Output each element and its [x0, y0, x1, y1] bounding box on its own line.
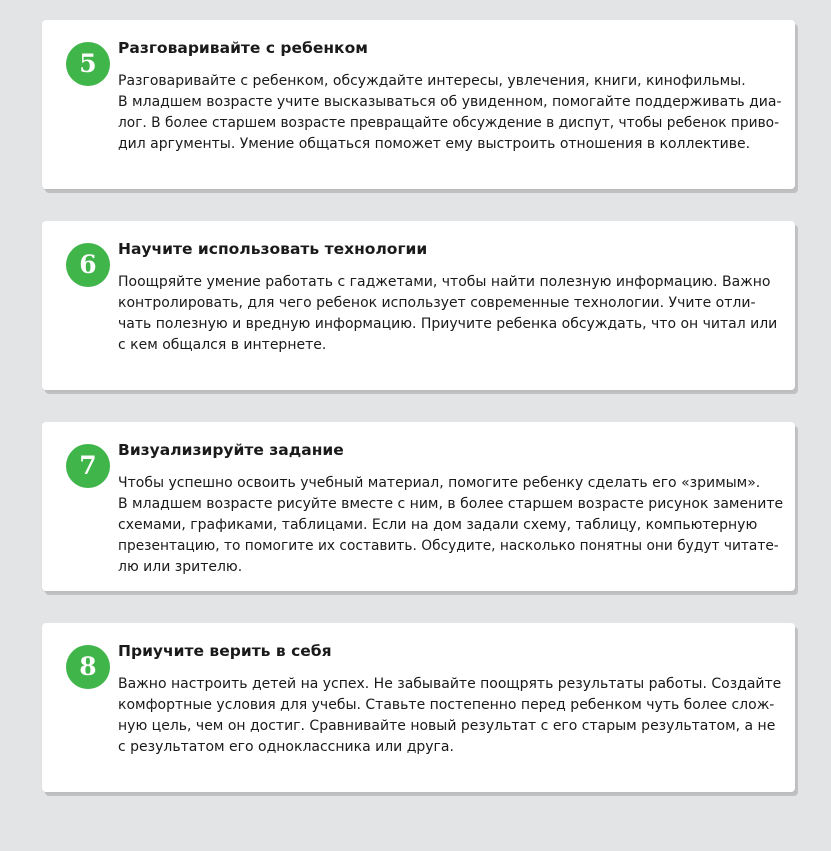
number-badge: 6 [66, 243, 110, 287]
tip-card-7 [42, 422, 795, 591]
tip-body-line: презентацию, то помогите их составить. Обсудите, насколько понятны они будут читате- [118, 538, 779, 554]
number-badge: 5 [66, 42, 110, 86]
tip-body-line: Разговаривайте с ребенком, обсуждайте интересы, увлечения, книги, кинофильмы. [118, 73, 746, 89]
tip-body-line: с кем общался в интернете. [118, 337, 327, 353]
tip-card-6 [42, 221, 795, 390]
tip-body-line: чать полезную и вредную информацию. Приучите ребенка обсуждать, что он читал или [118, 316, 778, 332]
tip-title: Визуализируйте задание [118, 441, 344, 459]
tip-body-line: В младшем возрасте рисуйте вместе с ним, в более старшем возрасте рисунок замените [118, 496, 784, 512]
tip-body [118, 71, 788, 155]
tip-card-8 [42, 623, 795, 792]
tip-body-line: с результатом его одноклассника или друга. [118, 739, 454, 755]
number-badge: 7 [66, 444, 110, 488]
tip-body-line: лю или зрителю. [118, 559, 243, 575]
tip-body [118, 473, 788, 578]
tip-body-line: контролировать, для чего ребенок использует современные технологии. Учите отли- [118, 295, 756, 311]
tip-body-line: дил аргументы. Умение общаться поможет ему выстроить отношения в коллективе. [118, 136, 751, 152]
tip-body [118, 674, 788, 758]
tip-body-line: Поощряйте умение работать с гаджетами, чтобы найти полезную информацию. Важно [118, 274, 771, 290]
number-badge: 8 [66, 645, 110, 689]
tip-card-5 [42, 20, 795, 189]
tip-body-line: схемами, графиками, таблицами. Если на дом задали схему, таблицу, компьютерную [118, 517, 758, 533]
tip-body-line: Важно настроить детей на успех. Не забывайте поощрять результаты работы. Создайте [118, 676, 782, 692]
tip-title: Научите использовать технологии [118, 240, 428, 258]
tip-body-line: В младшем возрасте учите высказываться об увиденном, помогайте поддерживать диа- [118, 94, 782, 110]
tip-body-line: лог. В более старшем возрасте превращайте обсуждение в диспут, чтобы ребенок приво- [118, 115, 780, 131]
tip-title: Разговаривайте с ребенком [118, 39, 368, 57]
tip-body-line: Чтобы успешно освоить учебный материал, помогите ребенку сделать его «зримым». [118, 475, 761, 491]
tip-body-line: ную цель, чем он достиг. Сравнивайте новый результат с его старым результатом, а не [118, 718, 776, 734]
tip-body-line: комфортные условия для учебы. Ставьте постепенно перед ребенком чуть более слож- [118, 697, 775, 713]
tip-title: Приучите верить в себя [118, 642, 332, 660]
tip-body [118, 272, 788, 356]
